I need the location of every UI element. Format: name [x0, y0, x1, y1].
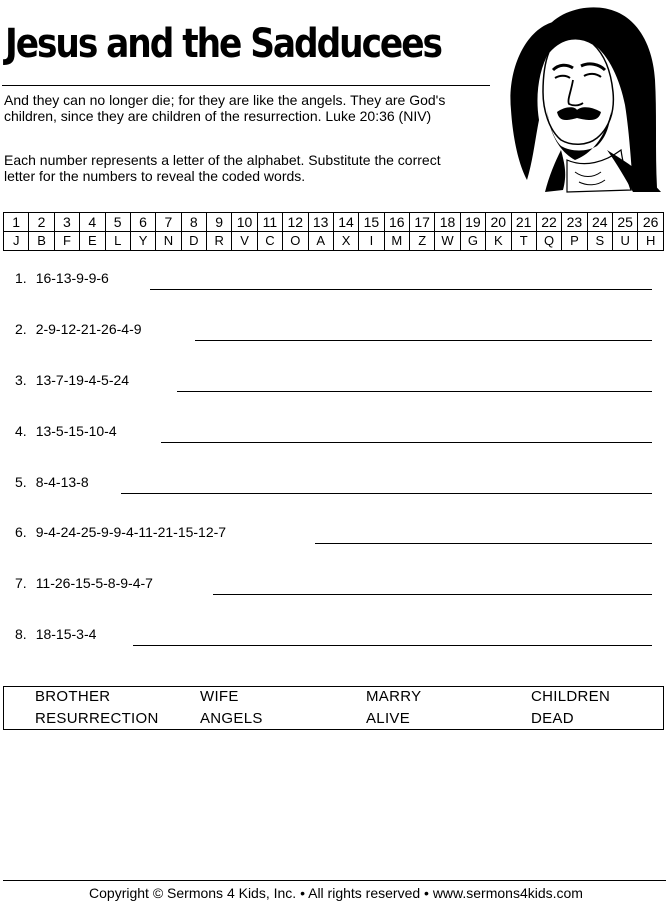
cipher-number-cell: 3	[54, 213, 79, 232]
word-bank-item: DEAD	[531, 710, 574, 727]
cipher-letter-cell: P	[562, 232, 587, 251]
cipher-number-cell: 7	[156, 213, 181, 232]
word-bank-item: ALIVE	[366, 710, 411, 727]
cipher-letter-cell: Q	[536, 232, 561, 251]
cipher-number-cell: 13	[308, 213, 333, 232]
cipher-number-cell: 14	[333, 213, 358, 232]
coded-word: 8-4-13-8	[35, 474, 89, 490]
coded-word: 2-9-12-21-26-4-9	[35, 321, 142, 337]
cipher-number-cell: 8	[181, 213, 206, 232]
cipher-letter-cell: Z	[410, 232, 435, 251]
cipher-letter-cell: O	[283, 232, 308, 251]
page-title: Jesus and the Sadducees	[5, 21, 441, 67]
cipher-number-cell: 15	[359, 213, 384, 232]
answer-line[interactable]	[150, 289, 652, 290]
jesus-portrait-icon	[505, 0, 663, 195]
coded-word: 13-5-15-10-4	[35, 423, 117, 439]
question-number: 3.	[15, 372, 27, 388]
cipher-number-cell: 17	[410, 213, 435, 232]
bible-verse: And they can no longer die; for they are like the angels. They are God's children, since they are children of the resurrection. Luke 20:36 (NIV)	[4, 92, 446, 124]
word-bank-item: BROTHER	[35, 688, 111, 705]
cipher-number-cell: 24	[587, 213, 612, 232]
cipher-letter-cell: V	[232, 232, 257, 251]
cipher-number-cell: 21	[511, 213, 536, 232]
cipher-letter-cell: B	[29, 232, 54, 251]
question-number: 1.	[15, 270, 27, 286]
cipher-number-cell: 6	[130, 213, 155, 232]
answer-line[interactable]	[133, 645, 652, 646]
cipher-letter-cell: I	[359, 232, 384, 251]
cipher-number-cell: 25	[613, 213, 638, 232]
word-bank-item: ANGELS	[200, 710, 263, 727]
word-bank-item: WIFE	[200, 688, 239, 705]
cipher-number-cell: 16	[384, 213, 409, 232]
question-item	[15, 524, 226, 540]
coded-word: 9-4-24-25-9-9-4-11-21-15-12-7	[35, 524, 227, 540]
question-number: 6.	[15, 524, 27, 540]
question-number: 2.	[15, 321, 27, 337]
cipher-key-table	[3, 212, 664, 251]
cipher-letter-cell: K	[486, 232, 511, 251]
cipher-number-cell: 5	[105, 213, 130, 232]
question-item	[15, 423, 117, 439]
cipher-letter-row	[4, 232, 664, 251]
cipher-number-row	[4, 213, 664, 232]
question-item	[15, 626, 96, 642]
cipher-number-cell: 11	[257, 213, 282, 232]
copyright-footer: Copyright © Sermons 4 Kids, Inc. • All rights reserved • www.sermons4kids.com	[89, 885, 583, 901]
cipher-letter-cell: C	[257, 232, 282, 251]
coded-word: 18-15-3-4	[35, 626, 97, 642]
cipher-letter-cell: G	[460, 232, 485, 251]
cipher-letter-cell: F	[54, 232, 79, 251]
word-bank	[3, 686, 664, 730]
question-number: 7.	[15, 575, 27, 591]
cipher-letter-cell: L	[105, 232, 130, 251]
question-item	[15, 270, 109, 286]
cipher-number-cell: 4	[80, 213, 105, 232]
cipher-letter-cell: E	[80, 232, 105, 251]
cipher-letter-cell: A	[308, 232, 333, 251]
cipher-letter-cell: D	[181, 232, 206, 251]
answer-line[interactable]	[177, 391, 652, 392]
answer-line[interactable]	[195, 340, 652, 341]
cipher-number-cell: 1	[4, 213, 29, 232]
footer-divider	[3, 880, 666, 881]
word-bank-item: MARRY	[366, 688, 422, 705]
answer-line[interactable]	[315, 543, 652, 544]
title-divider	[2, 85, 490, 86]
question-item	[15, 575, 153, 591]
answer-line[interactable]	[161, 442, 652, 443]
cipher-number-cell: 26	[638, 213, 664, 232]
cipher-number-cell: 18	[435, 213, 460, 232]
cipher-letter-cell: Y	[130, 232, 155, 251]
word-bank-item: CHILDREN	[531, 688, 611, 705]
cipher-letter-cell: W	[435, 232, 460, 251]
instructions: Each number represents a letter of the alphabet. Substitute the correct letter for the numbers to reveal the coded words.	[4, 152, 441, 184]
cipher-number-cell: 19	[460, 213, 485, 232]
word-bank-item: RESURRECTION	[35, 710, 159, 727]
cipher-number-cell: 20	[486, 213, 511, 232]
cipher-number-cell: 10	[232, 213, 257, 232]
cipher-letter-cell: H	[638, 232, 664, 251]
cipher-letter-cell: U	[613, 232, 638, 251]
question-item	[15, 321, 142, 337]
cipher-number-cell: 9	[207, 213, 232, 232]
cipher-letter-cell: S	[587, 232, 612, 251]
cipher-letter-cell: R	[207, 232, 232, 251]
cipher-number-cell: 2	[29, 213, 54, 232]
cipher-letter-cell: X	[333, 232, 358, 251]
question-item	[15, 372, 129, 388]
question-item	[15, 474, 89, 490]
cipher-letter-cell: J	[4, 232, 29, 251]
coded-word: 16-13-9-9-6	[35, 270, 109, 286]
answer-line[interactable]	[213, 594, 652, 595]
answer-line[interactable]	[121, 493, 652, 494]
cipher-letter-cell: N	[156, 232, 181, 251]
question-number: 8.	[15, 626, 27, 642]
cipher-letter-cell: M	[384, 232, 409, 251]
cipher-number-cell: 12	[283, 213, 308, 232]
cipher-number-cell: 22	[536, 213, 561, 232]
coded-word: 11-26-15-5-8-9-4-7	[35, 575, 153, 591]
coded-word: 13-7-19-4-5-24	[35, 372, 130, 388]
cipher-number-cell: 23	[562, 213, 587, 232]
question-number: 5.	[15, 474, 27, 490]
question-number: 4.	[15, 423, 27, 439]
cipher-letter-cell: T	[511, 232, 536, 251]
